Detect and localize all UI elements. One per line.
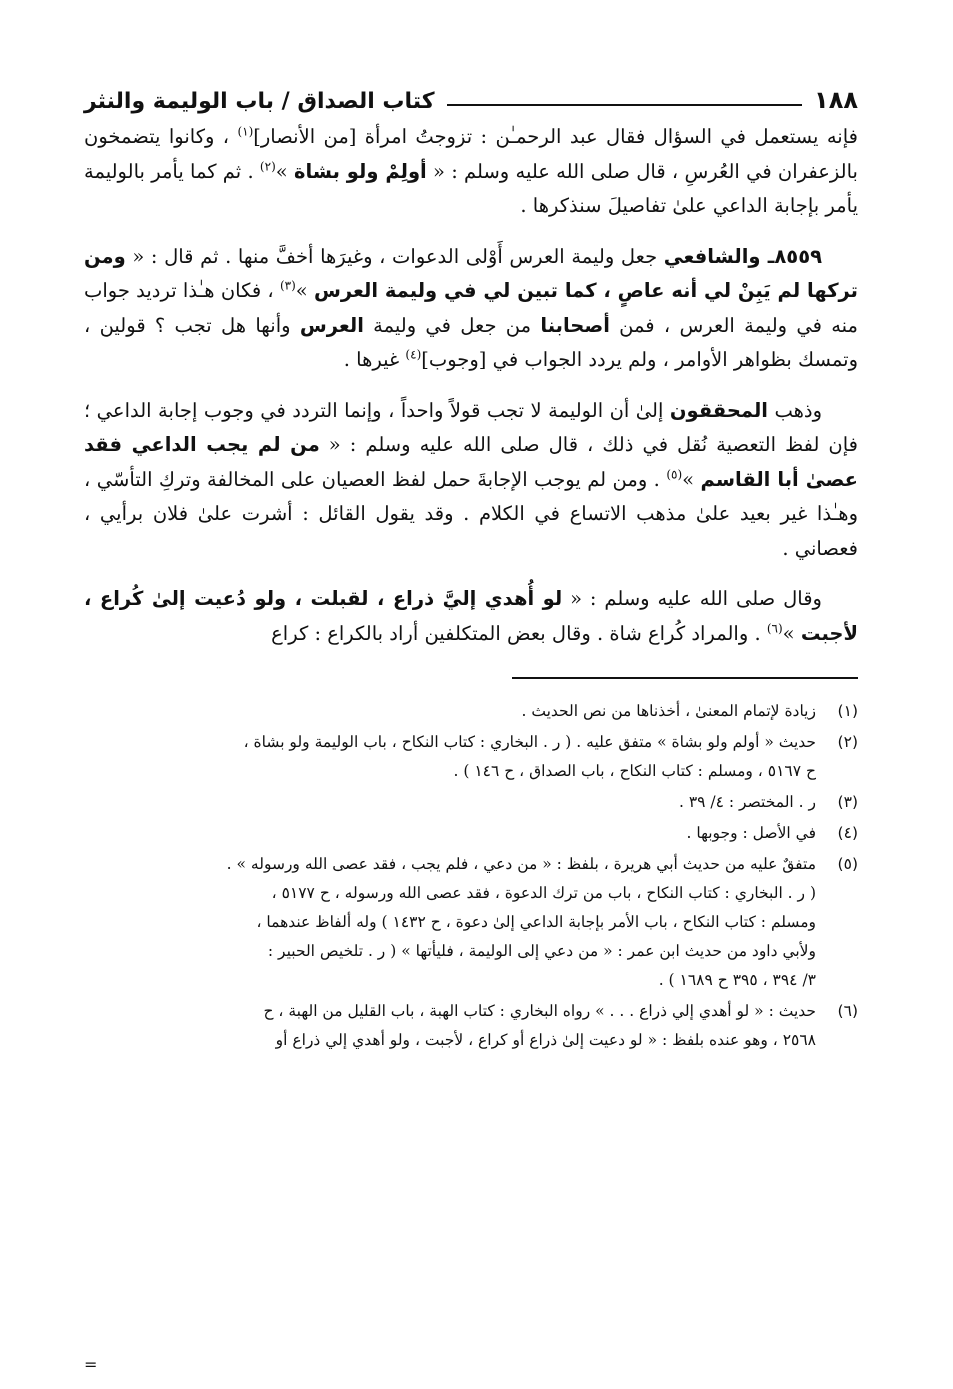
paragraph bbox=[84, 120, 858, 224]
footnote-number: (٦) bbox=[837, 1002, 858, 1020]
text-run: » bbox=[295, 279, 314, 302]
text-run: . ثم كما يأمر بالوليمة يأمر بإجابة الداعي علىٰ تفاصيلَ سنذكرها . bbox=[84, 159, 858, 217]
footnote-line: زيادة لإتمام المعنىٰ ، أخذناها من نص الحديث . bbox=[521, 702, 816, 720]
footnote-number: (٥) bbox=[837, 855, 858, 873]
footnote-line: ومسلم : كتاب النكاح ، باب الأمر بإجابة الداعي إلىٰ دعوة ، ح ١٤٣٢ ) وله ألفاظ عندهما ، bbox=[256, 913, 816, 931]
text-run: وقال صلى الله عليه وسلم : « bbox=[562, 587, 822, 610]
bold-text: ٨٥٥٩ـ والشافعي bbox=[663, 244, 823, 268]
text-run: ، فكان هـٰذا ترديد جواب منه في وليمة العرس ، فمن bbox=[84, 279, 858, 337]
footnote-ref: (٤) bbox=[405, 347, 422, 362]
text-run: وأنها هل تجب ؟ قولين ، وتمسك بظواهر الأوامر ، ولم يردد الجواب في [وجوب] bbox=[84, 313, 858, 371]
text-run: فإنه يستعمل في السؤال فقال عبد الرحمـٰن : تزوجتُ امرأة [من الأنصار] bbox=[253, 125, 858, 148]
footnote-line: ( ر . البخاري : كتاب النكاح ، باب من ترك الدعوة ، فقد عصى الله ورسوله ، ح ٥١٧٧ ، bbox=[271, 884, 816, 902]
text-run: . ومن لم يوجب الإجابةَ حمل لفظ العصيان على المخالفة وتركِ التأسّي ، وهـٰذا غير بعيد علىٰ مذهب الاتساع في الكلام . وقد يقول القائل : أشرت علىٰ فلان برأيي ، فعصاني . bbox=[84, 467, 858, 560]
text-run: » bbox=[275, 159, 294, 183]
footnote-separator bbox=[84, 667, 858, 697]
continuation-mark: = bbox=[84, 1355, 98, 1374]
footnote-line: في الأصل : وجوبها . bbox=[686, 824, 816, 842]
footnote-ref: (٦) bbox=[766, 621, 783, 635]
bold-text: ومن تركها لم يَبِنْ لي أنه عاصٍ ، كما تبين لي في وليمة العرس bbox=[84, 244, 858, 302]
footnotes bbox=[84, 697, 858, 1055]
footnote bbox=[84, 788, 858, 817]
header-rule bbox=[447, 104, 802, 106]
text-run: غيرها . bbox=[343, 348, 406, 371]
footnote bbox=[84, 728, 858, 786]
footnote-line: ٣/ ٣٩٤ ، ٣٩٥ ح ١٦٨٩ ) . bbox=[658, 971, 816, 989]
footnote-line: حديث « أولم ولو بشاة » متفق عليه . ( ر . البخاري : كتاب النكاح ، باب الوليمة ولو بشاة ، bbox=[243, 733, 816, 751]
text-run: جعل وليمة العرس أَوْلى الدعوات ، وغيرَها أخفَّ منها . ثم قال : « bbox=[125, 244, 664, 268]
running-head: كتاب الصداق / باب الوليمة والنثر bbox=[84, 89, 435, 114]
footnote-number: (٢) bbox=[837, 733, 858, 751]
footnote-line: ر . المختصر : ٤/ ٣٩ . bbox=[678, 793, 816, 811]
paragraph bbox=[84, 240, 858, 378]
main-text bbox=[84, 120, 858, 651]
footnote-number: (٤) bbox=[837, 824, 858, 842]
footnote-text bbox=[84, 850, 816, 995]
text-run: . والمراد كُراع شاة . وقال بعض المتكلفين أراد بالكراع : كراع bbox=[271, 621, 767, 645]
bold-text: من لم يجب الداعي فقد عصىٰ أبا القاسم bbox=[84, 433, 858, 491]
footnote-line: ولأبي داود من حديث ابن عمر : « من دعي إلى الوليمة ، فليأتها » ( ر . تلخيص الحبير : bbox=[267, 942, 816, 960]
bold-text: العرس bbox=[299, 313, 364, 337]
paragraph bbox=[84, 582, 858, 651]
footnote-number: (٣) bbox=[837, 793, 858, 811]
footnote-line: متفقٌ عليه من حديث أبي هريرة ، بلفظ : « من دعي ، فلم يجب ، فقد عصى الله ورسوله » . bbox=[226, 855, 816, 873]
footnote-ref: (٢) bbox=[259, 159, 276, 173]
footnote-text bbox=[84, 697, 816, 726]
bold-text: أولِمْ ولو بشاة bbox=[293, 159, 427, 183]
footnote-ref: (١) bbox=[237, 124, 254, 139]
footnote-text bbox=[84, 819, 816, 848]
text-run: » bbox=[682, 467, 701, 491]
footnote-text bbox=[84, 788, 816, 817]
footnote-ref: (٥) bbox=[666, 467, 683, 481]
footnote bbox=[84, 850, 858, 995]
page-number: ١٨٨ bbox=[814, 86, 858, 114]
footnote-ref: (٣) bbox=[279, 278, 296, 293]
footnote-text bbox=[84, 728, 816, 786]
footnote-number: (١) bbox=[837, 702, 858, 720]
text-run: ، وكانوا يتضمخون بالزعفران في العُرسِ ، قال صلى الله عليه وسلم : « bbox=[84, 125, 858, 183]
page-header bbox=[84, 74, 858, 114]
bold-text: لو أُهدي إليَّ ذراع ، لقبلت ، ولو دُعيت إلىٰ كُراع ، لأجبت bbox=[84, 587, 858, 645]
footnote-text bbox=[84, 997, 816, 1055]
footnote-line: ٢٥٦٨ ، وهو عنده بلفظ : « لو دعيت إلىٰ ذراع أو كراع ، لأجبت ، ولو أهدي إلي ذراع أو bbox=[275, 1031, 816, 1049]
footnote bbox=[84, 997, 858, 1055]
text-run: » bbox=[782, 621, 801, 645]
text-run: وذهب bbox=[767, 398, 822, 422]
footnote bbox=[84, 697, 858, 726]
text-run: إلىٰ أن الوليمة لا تجب قولاً واحداً ، وإنما التردد في وجوب إجابة الداعي ؛ فإن لفظ التعصية نُقل في ذلك ، قال صلى الله عليه وسلم : « bbox=[84, 398, 858, 456]
bold-text: المحققون bbox=[669, 398, 768, 422]
bold-text: أصحابنا bbox=[540, 313, 610, 337]
footnote-line: ح ٥١٦٧ ، ومسلم : كتاب النكاح ، باب الصداق ، ح ١٤٦ ) . bbox=[453, 762, 816, 780]
text-run: من جعل في وليمة bbox=[363, 313, 541, 337]
footnote-line: حديث : « لو أهدي إلي ذراع . . . » رواه البخاري : كتاب الهبة ، باب القليل من الهبة ، ح bbox=[263, 1002, 816, 1020]
paragraph bbox=[84, 394, 858, 567]
footnote bbox=[84, 819, 858, 848]
book-page bbox=[84, 74, 858, 1374]
